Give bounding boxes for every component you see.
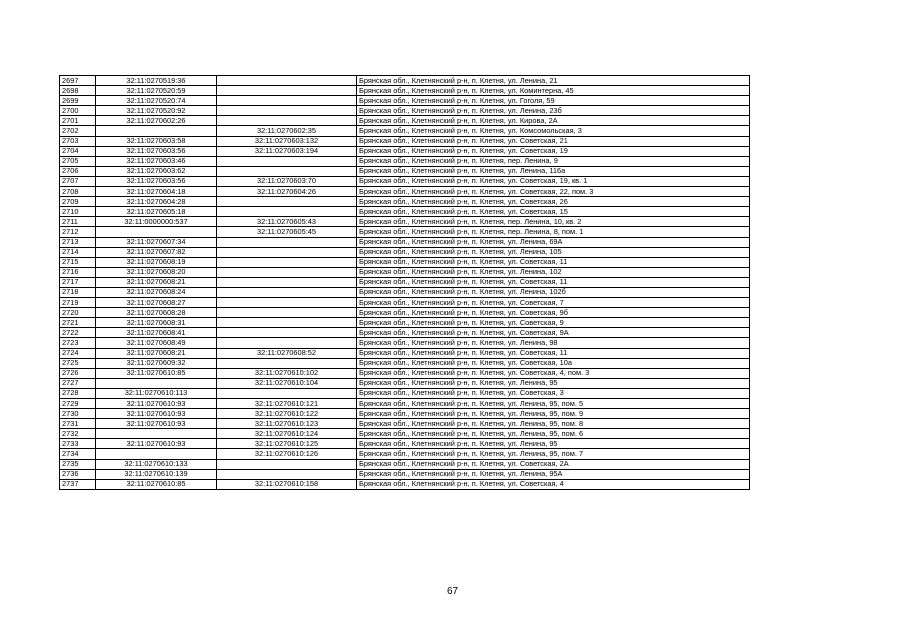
row-number-cell: 2705	[60, 156, 96, 166]
linked-cadastral-number-cell	[217, 469, 357, 479]
table-row	[60, 197, 750, 207]
address-cell: Брянская обл., Клетнянский р-н, п. Клетня, ул. Коминтерна, 45	[357, 86, 750, 96]
cadastral-number-cell: 32:11:0270602:26	[96, 116, 217, 126]
row-number-cell: 2710	[60, 207, 96, 217]
address-cell: Брянская обл., Клетнянский р-н, п. Клетня, ул. Советская, 22, пом. 3	[357, 187, 750, 197]
linked-cadastral-number-cell	[217, 298, 357, 308]
linked-cadastral-number-cell: 32:11:0270610:123	[217, 419, 357, 429]
linked-cadastral-number-cell	[217, 116, 357, 126]
address-cell: Брянская обл., Клетнянский р-н, п. Клетня, ул. Ленина, 98	[357, 338, 750, 348]
table-row	[60, 378, 750, 388]
row-number-cell: 2731	[60, 419, 96, 429]
linked-cadastral-number-cell: 32:11:0270602:35	[217, 126, 357, 136]
address-cell: Брянская обл., Клетнянский р-н, п. Клетня, ул. Ленина, 102	[357, 267, 750, 277]
table-row	[60, 318, 750, 328]
linked-cadastral-number-cell: 32:11:0270605:43	[217, 217, 357, 227]
table-row	[60, 187, 750, 197]
table-row	[60, 166, 750, 176]
address-cell: Брянская обл., Клетнянский р-н, п. Клетня, ул. Советская, 4, пом. 3	[357, 368, 750, 378]
address-cell: Брянская обл., Клетнянский р-н, п. Клетня, ул. Ленина, 116а	[357, 166, 750, 176]
address-cell: Брянская обл., Клетнянский р-н, п. Клетня, ул. Советская, 10а	[357, 358, 750, 368]
linked-cadastral-number-cell: 32:11:0270603:194	[217, 146, 357, 156]
cadastral-number-cell: 32:11:0270603:56	[96, 176, 217, 186]
address-cell: Брянская обл., Клетнянский р-н, п. Клетня, ул. Ленина, 23б	[357, 106, 750, 116]
address-cell: Брянская обл., Клетнянский р-н, п. Клетня, ул. Кирова, 2А	[357, 116, 750, 126]
linked-cadastral-number-cell	[217, 207, 357, 217]
cadastral-number-cell: 32:11:0270608:27	[96, 298, 217, 308]
address-cell: Брянская обл., Клетнянский р-н, п. Клетня, ул. Ленина, 95, пом. 8	[357, 419, 750, 429]
linked-cadastral-number-cell: 32:11:0270610:125	[217, 439, 357, 449]
table-row	[60, 136, 750, 146]
address-cell: Брянская обл., Клетнянский р-н, п. Клетня, ул. Советская, 9б	[357, 308, 750, 318]
row-number-cell: 2704	[60, 146, 96, 156]
row-number-cell: 2706	[60, 166, 96, 176]
linked-cadastral-number-cell	[217, 106, 357, 116]
linked-cadastral-number-cell	[217, 197, 357, 207]
linked-cadastral-number-cell: 32:11:0270605:45	[217, 227, 357, 237]
linked-cadastral-number-cell	[217, 166, 357, 176]
table-row	[60, 479, 750, 489]
linked-cadastral-number-cell	[217, 247, 357, 257]
linked-cadastral-number-cell: 32:11:0270610:102	[217, 368, 357, 378]
address-cell: Брянская обл., Клетнянский р-н, п. Клетня, ул. Ленина, 21	[357, 76, 750, 86]
table-row	[60, 116, 750, 126]
row-number-cell: 2700	[60, 106, 96, 116]
linked-cadastral-number-cell	[217, 358, 357, 368]
address-cell: Брянская обл., Клетнянский р-н, п. Клетня, ул. Советская, 19, кв. 1	[357, 176, 750, 186]
table-row	[60, 409, 750, 419]
cadastral-number-cell: 32:11:0270603:46	[96, 156, 217, 166]
row-number-cell: 2713	[60, 237, 96, 247]
address-cell: Брянская обл., Клетнянский р-н, п. Клетня, ул. Советская, 26	[357, 197, 750, 207]
table-row	[60, 388, 750, 398]
linked-cadastral-number-cell: 32:11:0270610:124	[217, 429, 357, 439]
linked-cadastral-number-cell	[217, 86, 357, 96]
linked-cadastral-number-cell: 32:11:0270610:126	[217, 449, 357, 459]
register-table	[59, 75, 750, 490]
cadastral-number-cell	[96, 429, 217, 439]
address-cell: Брянская обл., Клетнянский р-н, п. Клетня, ул. Ленина, 95, пом. 9	[357, 409, 750, 419]
cadastral-number-cell: 32:11:0270610:133	[96, 459, 217, 469]
linked-cadastral-number-cell: 32:11:0270610:121	[217, 399, 357, 409]
linked-cadastral-number-cell	[217, 338, 357, 348]
linked-cadastral-number-cell: 32:11:0270604:26	[217, 187, 357, 197]
page-number: 67	[446, 586, 459, 597]
table-row	[60, 328, 750, 338]
row-number-cell: 2736	[60, 469, 96, 479]
cadastral-number-cell: 32:11:0270608:28	[96, 308, 217, 318]
row-number-cell: 2730	[60, 409, 96, 419]
address-cell: Брянская обл., Клетнянский р-н, п. Клетня, ул. Ленина, 69А	[357, 237, 750, 247]
linked-cadastral-number-cell	[217, 76, 357, 86]
row-number-cell: 2715	[60, 257, 96, 267]
linked-cadastral-number-cell	[217, 287, 357, 297]
cadastral-number-cell: 32:11:0270608:41	[96, 328, 217, 338]
cadastral-number-cell	[96, 126, 217, 136]
linked-cadastral-number-cell	[217, 308, 357, 318]
linked-cadastral-number-cell	[217, 318, 357, 328]
row-number-cell: 2718	[60, 287, 96, 297]
address-cell: Брянская обл., Клетнянский р-н, п. Клетня, ул. Ленина, 95, пом. 7	[357, 449, 750, 459]
row-number-cell: 2699	[60, 96, 96, 106]
table-row	[60, 449, 750, 459]
cadastral-number-cell: 32:11:0270604:28	[96, 197, 217, 207]
address-cell: Брянская обл., Клетнянский р-н, п. Клетня, ул. Советская, 3	[357, 388, 750, 398]
cadastral-number-cell: 32:11:0270608:21	[96, 277, 217, 287]
linked-cadastral-number-cell	[217, 156, 357, 166]
cadastral-number-cell: 32:11:0270520:92	[96, 106, 217, 116]
linked-cadastral-number-cell	[217, 267, 357, 277]
linked-cadastral-number-cell: 32:11:0270603:70	[217, 176, 357, 186]
table-row	[60, 257, 750, 267]
table-row	[60, 146, 750, 156]
cadastral-number-cell	[96, 449, 217, 459]
address-cell: Брянская обл., Клетнянский р-н, п. Клетня, ул. Советская, 11	[357, 348, 750, 358]
table-row	[60, 126, 750, 136]
table-row	[60, 156, 750, 166]
address-cell: Брянская обл., Клетнянский р-н, п. Клетня, ул. Советская, 11	[357, 277, 750, 287]
row-number-cell: 2723	[60, 338, 96, 348]
table-row	[60, 368, 750, 378]
address-cell: Брянская обл., Клетнянский р-н, п. Клетня, ул. Ленина, 105	[357, 247, 750, 257]
row-number-cell: 2698	[60, 86, 96, 96]
cadastral-number-cell: 32:11:0270610:85	[96, 368, 217, 378]
cadastral-number-cell: 32:11:0270520:74	[96, 96, 217, 106]
table-row	[60, 429, 750, 439]
row-number-cell: 2707	[60, 176, 96, 186]
address-cell: Брянская обл., Клетнянский р-н, п. Клетня, пер. Ленина, 9	[357, 156, 750, 166]
cadastral-number-cell: 32:11:0270519:36	[96, 76, 217, 86]
linked-cadastral-number-cell	[217, 237, 357, 247]
cadastral-number-cell	[96, 227, 217, 237]
row-number-cell: 2724	[60, 348, 96, 358]
row-number-cell: 2717	[60, 277, 96, 287]
linked-cadastral-number-cell: 32:11:0270610:158	[217, 479, 357, 489]
linked-cadastral-number-cell	[217, 459, 357, 469]
row-number-cell: 2703	[60, 136, 96, 146]
row-number-cell: 2734	[60, 449, 96, 459]
linked-cadastral-number-cell: 32:11:0270610:104	[217, 378, 357, 388]
cadastral-number-cell: 32:11:0270604:18	[96, 187, 217, 197]
table-row	[60, 459, 750, 469]
row-number-cell: 2714	[60, 247, 96, 257]
cadastral-number-cell: 32:11:0000000:537	[96, 217, 217, 227]
cadastral-number-cell: 32:11:0270609:32	[96, 358, 217, 368]
table-row	[60, 277, 750, 287]
row-number-cell: 2726	[60, 368, 96, 378]
row-number-cell: 2737	[60, 479, 96, 489]
linked-cadastral-number-cell	[217, 96, 357, 106]
table-row	[60, 106, 750, 116]
cadastral-number-cell: 32:11:0270603:62	[96, 166, 217, 176]
table-row	[60, 207, 750, 217]
address-cell: Брянская обл., Клетнянский р-н, п. Клетня, ул. Советская, 15	[357, 207, 750, 217]
cadastral-number-cell: 32:11:0270608:31	[96, 318, 217, 328]
cadastral-number-cell: 32:11:0270608:21	[96, 348, 217, 358]
cadastral-number-cell: 32:11:0270610:93	[96, 399, 217, 409]
table-row	[60, 308, 750, 318]
linked-cadastral-number-cell	[217, 388, 357, 398]
row-number-cell: 2733	[60, 439, 96, 449]
linked-cadastral-number-cell	[217, 328, 357, 338]
table-row	[60, 287, 750, 297]
table-row	[60, 358, 750, 368]
address-cell: Брянская обл., Клетнянский р-н, п. Клетня, ул. Советская, 4	[357, 479, 750, 489]
row-number-cell: 2711	[60, 217, 96, 227]
cadastral-number-cell: 32:11:0270608:20	[96, 267, 217, 277]
table-row	[60, 399, 750, 409]
cadastral-number-cell: 32:11:0270610:85	[96, 479, 217, 489]
address-cell: Брянская обл., Клетнянский р-н, п. Клетня, ул. Советская, 21	[357, 136, 750, 146]
address-cell: Брянская обл., Клетнянский р-н, п. Клетня, ул. Советская, 9	[357, 318, 750, 328]
cadastral-number-cell: 32:11:0270603:56	[96, 146, 217, 156]
table-row	[60, 469, 750, 479]
table-row	[60, 227, 750, 237]
row-number-cell: 2721	[60, 318, 96, 328]
cadastral-number-cell: 32:11:0270608:19	[96, 257, 217, 267]
table-row	[60, 176, 750, 186]
linked-cadastral-number-cell: 32:11:0270608:52	[217, 348, 357, 358]
address-cell: Брянская обл., Клетнянский р-н, п. Клетня, ул. Гоголя, 59	[357, 96, 750, 106]
row-number-cell: 2732	[60, 429, 96, 439]
cadastral-number-cell: 32:11:0270610:113	[96, 388, 217, 398]
table-row	[60, 237, 750, 247]
cadastral-number-cell: 32:11:0270608:24	[96, 287, 217, 297]
address-cell: Брянская обл., Клетнянский р-н, п. Клетня, ул. Ленина, 95	[357, 439, 750, 449]
cadastral-number-cell: 32:11:0270607:82	[96, 247, 217, 257]
row-number-cell: 2716	[60, 267, 96, 277]
cadastral-number-cell: 32:11:0270607:34	[96, 237, 217, 247]
row-number-cell: 2720	[60, 308, 96, 318]
table-row	[60, 439, 750, 449]
cadastral-number-cell	[96, 378, 217, 388]
row-number-cell: 2712	[60, 227, 96, 237]
row-number-cell: 2709	[60, 197, 96, 207]
address-cell: Брянская обл., Клетнянский р-н, п. Клетня, ул. Ленина, 102б	[357, 287, 750, 297]
table-row	[60, 298, 750, 308]
cadastral-number-cell: 32:11:0270605:18	[96, 207, 217, 217]
address-cell: Брянская обл., Клетнянский р-н, п. Клетня, ул. Ленина, 95А	[357, 469, 750, 479]
row-number-cell: 2708	[60, 187, 96, 197]
row-number-cell: 2727	[60, 378, 96, 388]
cadastral-number-cell: 32:11:0270610:93	[96, 439, 217, 449]
register-table-body	[60, 76, 750, 490]
cadastral-number-cell: 32:11:0270608:49	[96, 338, 217, 348]
address-cell: Брянская обл., Клетнянский р-н, п. Клетня, ул. Ленина, 95	[357, 378, 750, 388]
address-cell: Брянская обл., Клетнянский р-н, п. Клетня, ул. Комсомольская, 3	[357, 126, 750, 136]
table-row	[60, 86, 750, 96]
table-row	[60, 247, 750, 257]
row-number-cell: 2729	[60, 399, 96, 409]
cadastral-number-cell: 32:11:0270603:58	[96, 136, 217, 146]
row-number-cell: 2701	[60, 116, 96, 126]
row-number-cell: 2722	[60, 328, 96, 338]
address-cell: Брянская обл., Клетнянский р-н, п. Клетня, ул. Советская, 9А	[357, 328, 750, 338]
linked-cadastral-number-cell: 32:11:0270610:122	[217, 409, 357, 419]
address-cell: Брянская обл., Клетнянский р-н, п. Клетня, пер. Ленина, 10, кв. 2	[357, 217, 750, 227]
row-number-cell: 2728	[60, 388, 96, 398]
row-number-cell: 2719	[60, 298, 96, 308]
linked-cadastral-number-cell: 32:11:0270603:132	[217, 136, 357, 146]
address-cell: Брянская обл., Клетнянский р-н, п. Клетня, ул. Ленина, 95, пом. 6	[357, 429, 750, 439]
address-cell: Брянская обл., Клетнянский р-н, п. Клетня, ул. Советская, 11	[357, 257, 750, 267]
address-cell: Брянская обл., Клетнянский р-н, п. Клетня, ул. Советская, 2А	[357, 459, 750, 469]
row-number-cell: 2697	[60, 76, 96, 86]
row-number-cell: 2725	[60, 358, 96, 368]
cadastral-number-cell: 32:11:0270610:139	[96, 469, 217, 479]
row-number-cell: 2735	[60, 459, 96, 469]
address-cell: Брянская обл., Клетнянский р-н, п. Клетня, ул. Советская, 19	[357, 146, 750, 156]
address-cell: Брянская обл., Клетнянский р-н, п. Клетня, пер. Ленина, 8, пом. 1	[357, 227, 750, 237]
address-cell: Брянская обл., Клетнянский р-н, п. Клетня, ул. Советская, 7	[357, 298, 750, 308]
linked-cadastral-number-cell	[217, 257, 357, 267]
table-row	[60, 419, 750, 429]
row-number-cell: 2702	[60, 126, 96, 136]
table-row	[60, 348, 750, 358]
linked-cadastral-number-cell	[217, 277, 357, 287]
address-cell: Брянская обл., Клетнянский р-н, п. Клетня, ул. Ленина, 95, пом. 5	[357, 399, 750, 409]
table-row	[60, 217, 750, 227]
table-row	[60, 76, 750, 86]
table-row	[60, 96, 750, 106]
cadastral-number-cell: 32:11:0270520:59	[96, 86, 217, 96]
table-row	[60, 338, 750, 348]
cadastral-number-cell: 32:11:0270610:93	[96, 419, 217, 429]
cadastral-number-cell: 32:11:0270610:93	[96, 409, 217, 419]
table-row	[60, 267, 750, 277]
